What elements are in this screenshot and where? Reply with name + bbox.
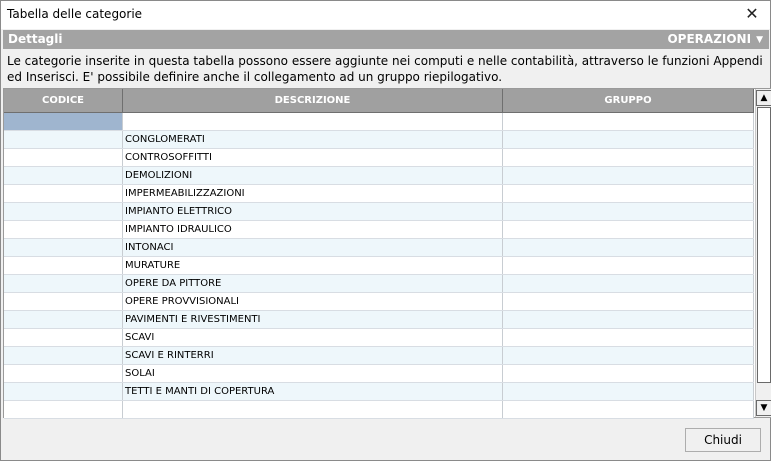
cell-descrizione[interactable]: MURATURE [123,257,503,274]
cell-codice[interactable] [4,167,123,184]
table-row[interactable] [4,383,754,401]
cell-codice[interactable] [4,131,123,148]
chevron-down-icon: ▼ [756,35,763,45]
cell-gruppo[interactable] [503,149,754,166]
scroll-up-icon[interactable]: ▲ [756,90,771,106]
table-row[interactable] [4,401,754,419]
cell-descrizione[interactable] [123,401,503,418]
scroll-thumb[interactable] [757,107,771,383]
cell-descrizione[interactable]: SCAVI [123,329,503,346]
cell-descrizione[interactable]: IMPIANTO ELETTRICO [123,203,503,220]
column-header-gruppo[interactable]: GRUPPO [503,89,754,112]
cell-codice[interactable] [4,401,123,418]
vertical-scrollbar[interactable] [755,89,771,417]
cell-descrizione[interactable]: DEMOLIZIONI [123,167,503,184]
window-title: Tabella delle categorie [7,7,143,21]
cell-gruppo[interactable] [503,383,754,400]
cell-codice[interactable] [4,203,123,220]
table-row[interactable] [4,257,754,275]
table-row[interactable] [4,329,754,347]
cell-gruppo[interactable] [503,221,754,238]
column-header-codice[interactable]: CODICE [4,89,123,112]
cell-gruppo[interactable] [503,203,754,220]
cell-descrizione[interactable]: IMPERMEABILIZZAZIONI [123,185,503,202]
cell-descrizione[interactable]: CONGLOMERATI [123,131,503,148]
grid-header [4,89,754,113]
cell-gruppo[interactable] [503,275,754,292]
cell-codice[interactable] [4,293,123,310]
table-row[interactable] [4,113,754,131]
table-row[interactable] [4,131,754,149]
table-row[interactable] [4,293,754,311]
details-label: Dettagli [8,32,63,46]
table-row[interactable] [4,311,754,329]
cell-descrizione[interactable]: TETTI E MANTI DI COPERTURA [123,383,503,400]
table-row[interactable] [4,149,754,167]
cell-codice[interactable] [4,239,123,256]
table-row[interactable] [4,167,754,185]
table-row[interactable] [4,347,754,365]
categories-grid [3,88,771,418]
cell-codice[interactable] [4,149,123,166]
title-bar [1,1,770,29]
cell-descrizione[interactable]: OPERE DA PITTORE [123,275,503,292]
table-row[interactable] [4,185,754,203]
cell-gruppo[interactable] [503,365,754,382]
cell-descrizione[interactable]: CONTROSOFFITTI [123,149,503,166]
cell-gruppo[interactable] [503,185,754,202]
table-row[interactable] [4,239,754,257]
cell-descrizione[interactable]: PAVIMENTI E RIVESTIMENTI [123,311,503,328]
info-text: Le categorie inserite in questa tabella possono essere aggiunte nei computi e nelle contabilità, attraverso le funzioni Appendi ed Inserisci. E' possibile definire anche il collegamento ad un gruppo riepilogativo. [7,54,763,84]
cell-codice[interactable] [4,365,123,382]
cell-codice[interactable] [4,113,123,130]
cell-codice[interactable] [4,275,123,292]
cell-descrizione[interactable]: IMPIANTO IDRAULICO [123,221,503,238]
cell-gruppo[interactable] [503,329,754,346]
cell-gruppo[interactable] [503,401,754,418]
cell-descrizione[interactable]: SCAVI E RINTERRI [123,347,503,364]
cell-codice[interactable] [4,257,123,274]
table-row[interactable] [4,275,754,293]
cell-codice[interactable] [4,347,123,364]
cell-descrizione[interactable]: INTONACI [123,239,503,256]
cell-gruppo[interactable] [503,257,754,274]
cell-gruppo[interactable] [503,113,754,130]
operations-menu[interactable] [667,32,763,46]
table-row[interactable] [4,203,754,221]
cell-codice[interactable] [4,329,123,346]
cell-descrizione[interactable]: OPERE PROVVISIONALI [123,293,503,310]
cell-codice[interactable] [4,311,123,328]
close-icon[interactable]: ✕ [745,4,759,23]
details-bar [3,30,769,49]
table-row[interactable] [4,221,754,239]
cell-descrizione[interactable] [123,113,503,130]
cell-codice[interactable] [4,185,123,202]
cell-gruppo[interactable] [503,293,754,310]
cell-gruppo[interactable] [503,131,754,148]
cell-gruppo[interactable] [503,311,754,328]
cell-gruppo[interactable] [503,239,754,256]
scroll-down-icon[interactable]: ▼ [756,400,771,416]
operations-label: OPERAZIONI [667,32,752,46]
table-row[interactable] [4,365,754,383]
cell-gruppo[interactable] [503,347,754,364]
cell-gruppo[interactable] [503,167,754,184]
column-header-descrizione[interactable]: DESCRIZIONE [123,89,503,112]
close-button[interactable]: Chiudi [685,428,761,452]
cell-descrizione[interactable]: SOLAI [123,365,503,382]
cell-codice[interactable] [4,221,123,238]
cell-codice[interactable] [4,383,123,400]
